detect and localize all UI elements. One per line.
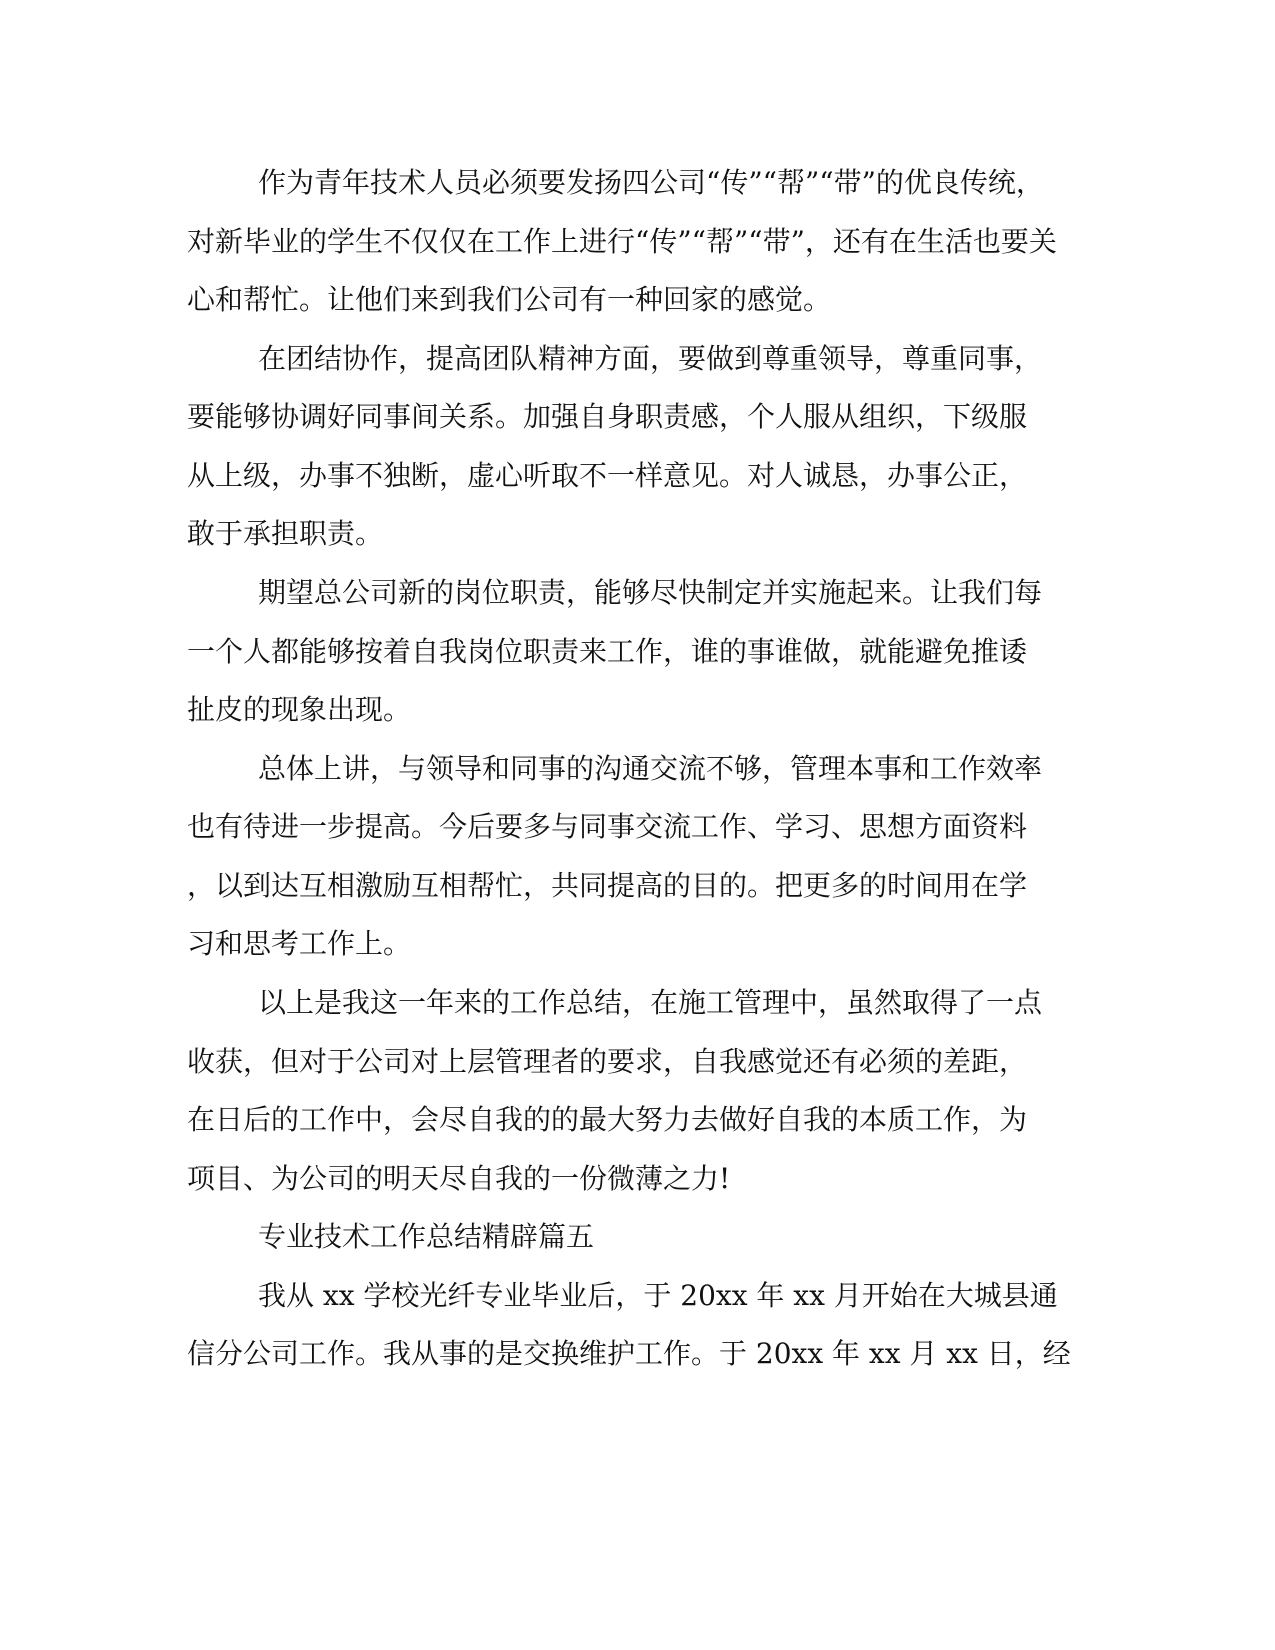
paragraph-line: 在团结协作，提高团队精神方面，要做到尊重领导，尊重同事， [258,342,1043,375]
paragraph-line: 作为青年技术人员必须要发扬四公司“传”“帮”“带”的优良传统， [258,166,1044,199]
paragraph-line: 项目、为公司的明天尽自我的一份微薄之力! [187,1162,731,1195]
paragraph-line: 信分公司工作。我从事的是交换维护工作。于 20xx 年 xx 月 xx 日，经 [187,1337,1071,1370]
paragraph-line: ，以到达互相激励互相帮忙，共同提高的目的。把更多的时间用在学 [187,869,1028,902]
paragraph-line: 一个人都能够按着自我岗位职责来工作，谁的事谁做，就能避免推诿 [187,635,1028,668]
paragraph-line: 敢于承担职责。 [187,517,384,550]
paragraph-line: 习和思考工作上。 [187,927,412,960]
paragraph-line: 在日后的工作中，会尽自我的的最大努力去做好自我的本质工作，为 [187,1103,1028,1136]
section-heading: 专业技术工作总结精辟篇五 [258,1220,595,1253]
paragraph-line: 以上是我这一年来的工作总结，在施工管理中，虽然取得了一点 [258,986,1043,1019]
paragraph-line: 收获，但对于公司对上层管理者的要求，自我感觉还有必须的差距， [187,1045,1028,1078]
paragraph-line: 期望总公司新的岗位职责，能够尽快制定并实施起来。让我们每 [258,576,1043,609]
paragraph-line: 要能够协调好同事间关系。加强自身职责感，个人服从组织，下级服 [187,400,1028,433]
paragraph-line: 总体上讲，与领导和同事的沟通交流不够，管理本事和工作效率 [258,752,1043,785]
paragraph-line: 我从 xx 学校光纤专业毕业后，于 20xx 年 xx 月开始在大城县通 [258,1279,1058,1312]
paragraph-line: 对新毕业的学生不仅仅在工作上进行“传”“帮”“带”，还有在生活也要关 [187,225,1057,258]
paragraph-line: 扯皮的现象出现。 [187,693,412,726]
paragraph-line: 心和帮忙。让他们来到我们公司有一种回家的感觉。 [187,283,832,316]
paragraph-line: 从上级，办事不独断，虚心听取不一样意见。对人诚恳，办事公正， [187,459,1028,492]
paragraph-line: 也有待进一步提高。今后要多与同事交流工作、学习、思想方面资料 [187,810,1028,843]
